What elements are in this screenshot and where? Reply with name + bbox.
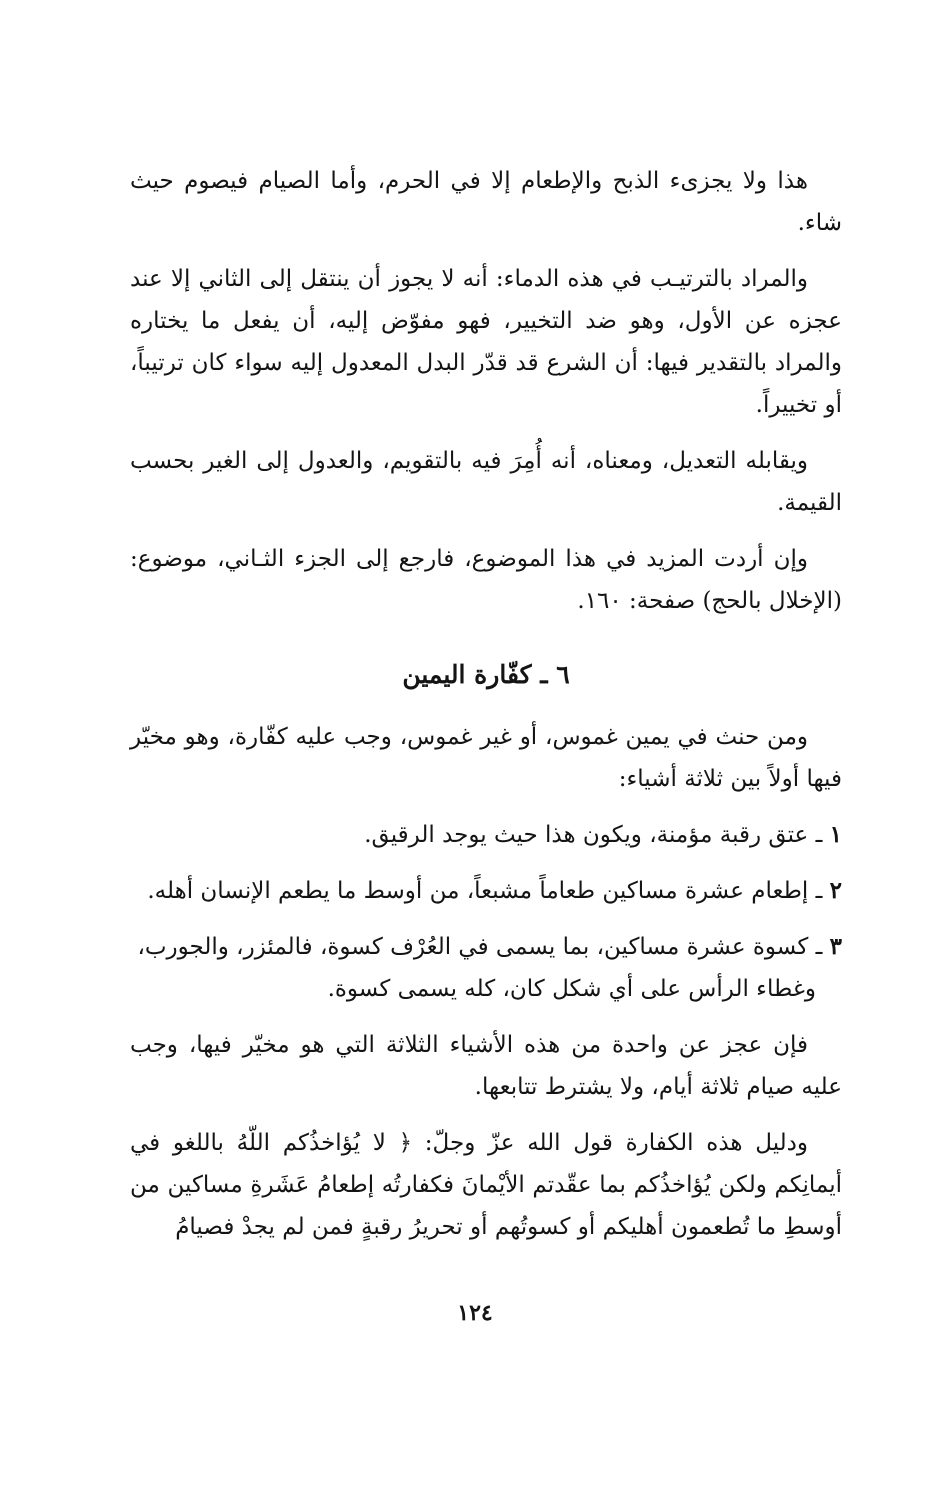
list-item-text: ـ كسوة عشرة مساكين، بما يسمى في العُرْف كسوة، فالمئزر، والجورب، <box>137 934 830 960</box>
list-item <box>130 814 842 856</box>
paragraph-evidence: ودليل هذه الكفارة قول الله عزّ وجلّ: ﴿ لا يُؤاخذُكم اللّهُ باللغو في أيمانِكم ولكن يُؤاخذُكم بما عقّدتم الأيْمانَ فكفارتُه إطعامُ عَشَرةِ مساكين من أوسطِ ما تُطعمون أهليكم أو كسوتُهم أو تحريرُ رقبةٍ فمن لم يجدْ فصيامُ <box>130 1130 842 1240</box>
page-number: ١٢٤ <box>457 1300 493 1326</box>
list-item <box>130 926 842 1010</box>
section-heading: ٦ ـ كفّارة اليمين <box>402 660 570 689</box>
paragraph-adjustment: ويقابله التعديل، ومعناه، أنه أُمِرَ فيه بالتقويم، والعدول إلى الغير بحسب القيمة. <box>130 448 842 516</box>
list-item <box>130 870 842 912</box>
paragraph-reference: وإن أردت المزيد في هذا الموضوع، فارجع إلى الجزء الثـاني، موضوع: (الإخلال بالحج) صفحة: ١٦٠. <box>130 546 842 614</box>
page-body <box>130 160 842 1262</box>
list-item-number: ١ <box>829 821 842 848</box>
list-item-number: ٢ <box>829 877 842 904</box>
paragraph-order-meaning: والمراد بالترتيـب في هذه الدماء: أنه لا يجوز أن ينتقل إلى الثاني إلا عند عجزه عن الأول، وهو ضد التخيير، فهو مفوّض إليه، أن يفعل ما يختاره والمراد بالتقدير فيها: أن الشرع قد قدّر البدل المعدول إليه سواء كان ترتيباً، أو تخييراً. <box>130 266 842 418</box>
paragraph-fasting: فإن عجز عن واحدة من هذه الأشياء الثلاثة التي هو مخيّر فيها، وجب عليه صيام ثلاثة أيام، ولا يشترط تتابعها. <box>130 1032 842 1100</box>
list-item-first-line <box>130 926 842 968</box>
paragraph-sacrifice-location: هذا ولا يجزىء الذبح والإطعام إلا في الحرم، وأما الصيام فيصوم حيث شاء. <box>130 168 842 236</box>
list-item-text: ـ عتق رقبة مؤمنة، ويكون هذا حيث يوجد الرقيق. <box>364 822 830 848</box>
list-item-continuation: وغطاء الرأس على أي شكل كان، كله يسمى كسوة. <box>327 976 816 1002</box>
paragraph-intro: ومن حنث في يمين غموس، أو غير غموس، وجب عليه كفّارة، وهو مخيّر فيها أولاً بين ثلاثة أشياء: <box>130 724 842 792</box>
list-item-number: ٣ <box>829 933 842 960</box>
list-item-text: ـ إطعام عشرة مساكين طعاماً مشبعاً، من أوسط ما يطعم الإنسان أهله. <box>147 878 830 904</box>
